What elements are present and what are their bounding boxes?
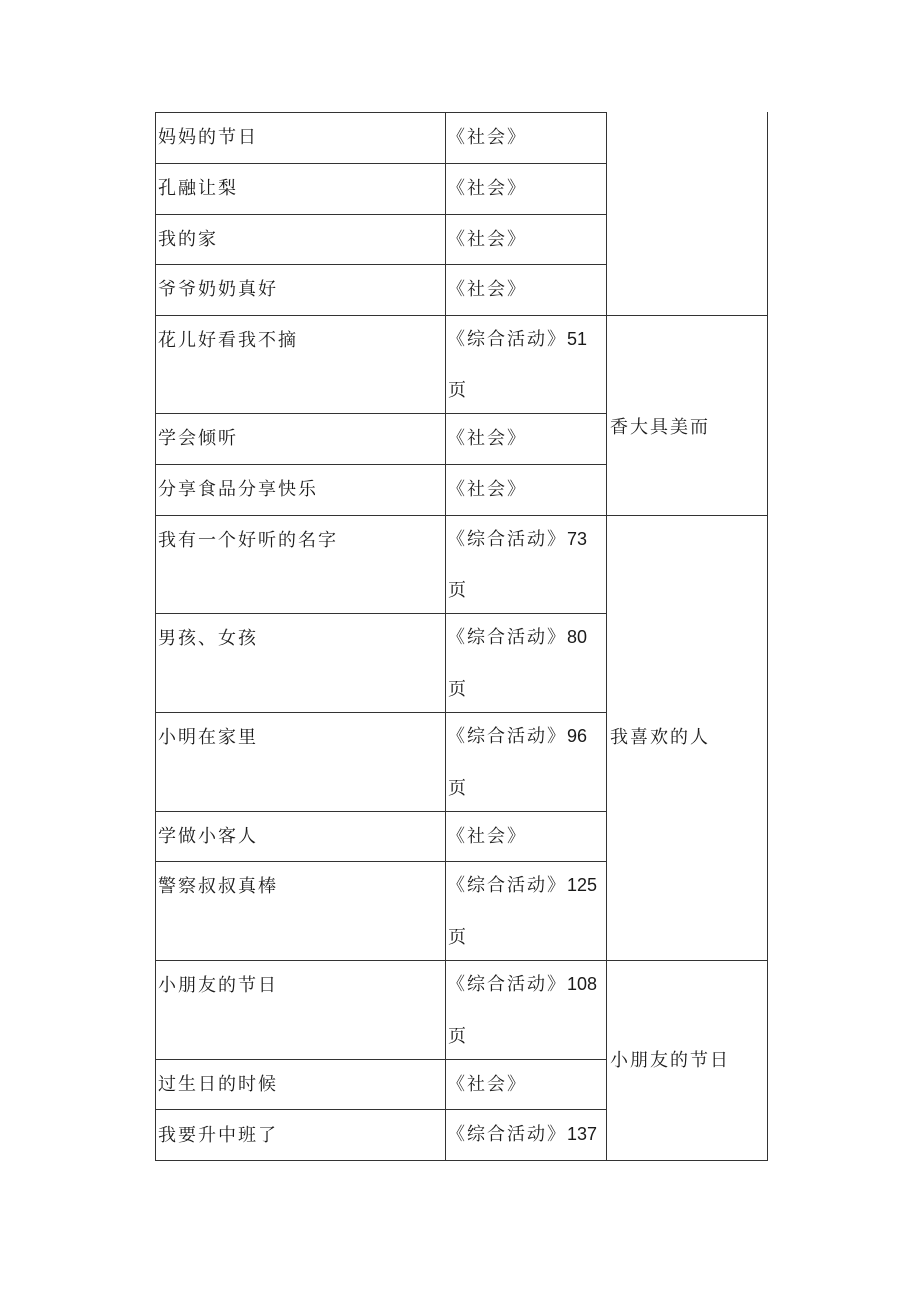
source-cell [447,974,597,995]
activity-cell: 我的家 [158,229,218,250]
activity-cell: 我要升中班了 [158,1125,278,1146]
source-page-unit: 页 [448,1026,468,1047]
source-book: 《综合活动》 [447,974,567,995]
activity-cell: 花儿好看我不摘 [158,330,298,351]
theme-cell: 我喜欢的人 [610,727,710,748]
row-divider [155,1059,606,1060]
table-border-bottom [155,1160,768,1161]
theme-cell: 小朋友的节日 [610,1050,730,1071]
activity-cell: 过生日的时候 [158,1074,278,1095]
source-page-unit: 页 [448,380,468,401]
column-divider-activity-source [445,112,446,1161]
activity-cell: 小朋友的节日 [158,975,278,996]
group-divider [155,515,767,516]
activity-cell: 分享食品分享快乐 [158,479,318,500]
source-cell: 《社会》 [447,479,527,500]
activity-cell: 男孩、女孩 [158,628,258,649]
column-divider-source-theme [606,112,607,1161]
source-cell: 《社会》 [447,279,527,300]
source-page-unit: 页 [448,778,468,799]
row-divider [155,464,606,465]
source-cell: 《社会》 [447,178,527,199]
activity-cell: 警察叔叔真棒 [158,876,278,897]
activity-cell: 孔融让梨 [158,178,238,199]
activity-cell: 学会倾听 [158,428,238,449]
source-cell: 《社会》 [447,826,527,847]
source-cell [447,726,587,747]
table-border-right [767,112,768,1161]
row-divider [155,214,606,215]
group-divider [155,315,767,316]
source-book: 《综合活动》 [447,627,567,648]
theme-cell: 香大具美而 [610,417,710,438]
source-page-number: 51 [567,329,588,349]
source-page-unit: 页 [448,927,468,948]
source-page-unit: 页 [448,580,468,601]
activity-cell: 小明在家里 [158,727,258,748]
activity-cell: 妈妈的节日 [158,127,258,148]
source-page-number: 73 [567,529,588,549]
source-cell [447,529,587,550]
source-page-number: 80 [567,627,588,647]
source-book: 《综合活动》 [447,875,567,896]
source-book: 《综合活动》 [447,726,567,747]
activity-cell: 我有一个好听的名字 [158,530,338,551]
table-border-top [155,112,606,113]
source-cell: 《社会》 [447,229,527,250]
source-page-unit: 页 [448,679,468,700]
table-border-left [155,112,156,1161]
row-divider [155,712,606,713]
source-cell [447,329,587,350]
activity-cell: 爷爷奶奶真好 [158,279,278,300]
row-divider [155,861,606,862]
source-cell [447,875,597,896]
source-page-number: 108 [567,974,598,994]
source-page-number: 137 [567,1124,598,1144]
source-book: 《综合活动》 [447,1124,567,1145]
source-page-number: 96 [567,726,588,746]
row-divider [155,811,606,812]
source-book: 《综合活动》 [447,329,567,350]
row-divider [155,613,606,614]
row-divider [155,264,606,265]
source-cell: 《社会》 [447,428,527,449]
source-book: 《综合活动》 [447,529,567,550]
source-page-number: 125 [567,875,598,895]
row-divider [155,1109,606,1110]
source-cell: 《社会》 [447,127,527,148]
source-cell [447,1124,597,1145]
source-cell [447,627,587,648]
source-cell: 《社会》 [447,1074,527,1095]
activity-cell: 学做小客人 [158,826,258,847]
row-divider [155,163,606,164]
row-divider [155,413,606,414]
group-divider [155,960,767,961]
